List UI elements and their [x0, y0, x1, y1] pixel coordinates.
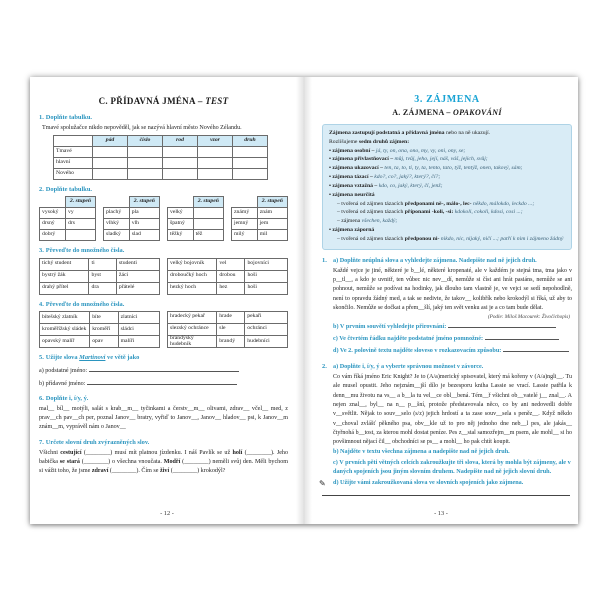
fill-in-exercise-text: mal__ bíl__ motýli, salát s krab__m__ tyčinkami a čerstv__m__ olivami, zdrav__ včel__ med, z prav__ch pav__ch per, poznal Janov__ bratry, vyřiď to Janov__, Janov__ hladov__ psi, k Janov__m znám__m, vyprávěl nám o Janov__: [39, 406, 288, 431]
cell: kroměří: [90, 323, 118, 335]
cell: těž: [193, 230, 223, 241]
cell: přátelé: [116, 282, 159, 294]
section-heading-text: Doplňte tabulku.: [45, 185, 92, 193]
table-row: [168, 311, 288, 323]
comparative-table-4: [231, 196, 288, 241]
exercise-1a-heading: a) Doplňte neúplná slova a vyhledejte zájmena. Nadepište nad ně jejich druh.: [333, 256, 537, 264]
page-right: [304, 77, 578, 524]
pronoun-examples: můj, tvůj, jeho, její, náš, váš, jejich, svůj;: [394, 156, 488, 163]
cell: slad: [129, 230, 159, 241]
cell: velký: [168, 208, 194, 219]
subtype-pre: – tvořená od zájmen tázacích: [337, 235, 405, 242]
left-title-test: TEST: [205, 96, 229, 106]
exercise-1: [322, 257, 572, 356]
comparative-tables: [39, 196, 288, 241]
exercise-2d-heading: [319, 478, 572, 488]
pronoun-subtype: [329, 217, 565, 226]
table-row: [40, 270, 160, 282]
cell: slezský ochránce: [168, 323, 217, 335]
col-header: číslo: [128, 135, 163, 146]
page-left: [30, 77, 304, 524]
table-row: [168, 335, 288, 347]
cell: drahý přítel: [40, 282, 89, 294]
pronoun-type: [329, 173, 565, 182]
answer-line-a: [39, 366, 288, 376]
col-header: druh: [233, 135, 268, 146]
section-number: 3.: [39, 247, 44, 255]
empty-cell: [233, 168, 268, 179]
cell: bítešský zlatník: [40, 311, 90, 323]
text-segment: (________) neměli svůj den. Měli bychom si vážit toho, že jsme: [39, 459, 288, 475]
cell: známý: [232, 208, 258, 219]
table-row: [232, 208, 288, 219]
exercise-number: 2.: [322, 363, 327, 371]
empty-cell: [198, 168, 233, 179]
table-row: [54, 168, 268, 179]
section-1-sentence: Tmavé spolužačce nikdo nepověděl, jak se nazývá hlavní město Nového Zélandu.: [42, 125, 242, 132]
table-header-row: [40, 197, 96, 208]
table-row: [168, 230, 224, 241]
section-number: 6.: [39, 394, 44, 402]
cell: bojovníci: [245, 258, 288, 270]
cell: hez: [217, 282, 245, 294]
cell: [193, 208, 223, 219]
pronoun-type-label: • zájmena osobní –: [329, 147, 376, 154]
table-header-row: [232, 197, 288, 208]
cell: drsný: [40, 219, 66, 230]
pencil-icon: ✎: [319, 478, 326, 488]
pronoun-type-label: • zájmena záporná: [329, 227, 375, 234]
empty-cell: [93, 157, 128, 168]
cell: opavský malíř: [40, 336, 90, 348]
chapter-title: 3. ZÁJMENA: [414, 94, 480, 105]
cell: mil: [257, 230, 287, 241]
exercise-2c-heading: c) V prvních pěti větných celcích zakroužkujte tři slova, která by mohla být zájmeny, ale v daných spojeních jsou jiným slovním druhem. Nadepište nad ně jejich slovní druh.: [333, 458, 571, 475]
exercise-2: [319, 363, 572, 488]
section-heading-text: Užijte slova: [45, 354, 80, 362]
table-row: [232, 219, 288, 230]
empty-cell: [233, 157, 268, 168]
table-row: [168, 219, 224, 230]
table-row: [40, 258, 160, 270]
pronoun-type-label: • zájmena přivlastňovací –: [329, 156, 395, 163]
pronoun-type-label: • zájmena ukazovací –: [329, 165, 385, 172]
cell: drs: [66, 219, 96, 230]
pronoun-examples: kdo?, co?, jaký?, který?, čí?;: [374, 174, 441, 181]
answer-blank: [89, 366, 239, 372]
subtype-pre: – tvořená od zájmen tázacích: [337, 200, 405, 207]
text-segment: (________). Jeho babička: [39, 449, 288, 466]
section-heading-text: Určete slovní druh zvýrazněných slov.: [45, 438, 150, 446]
source-attribution: (Podle: Miloš Macourek: Živočichopis): [487, 314, 570, 321]
comparative-table-1: [39, 196, 96, 241]
answer-blank: [87, 379, 237, 385]
info-intro: [329, 129, 565, 138]
row-label: Tmavé: [54, 146, 93, 157]
empty-cell: [163, 157, 198, 168]
section-heading-text: Doplňte tabulku.: [45, 114, 92, 121]
subtype-examples: někdo, málokdo, leckdo ...;: [471, 200, 535, 207]
empty-cell: [233, 146, 268, 157]
info-kinds: [329, 138, 565, 147]
table-row: [40, 219, 96, 230]
table-row: [40, 282, 160, 294]
highlighted-word: cestující: [60, 449, 82, 456]
cell: hrade: [217, 311, 245, 323]
cell: sle: [217, 323, 245, 335]
subtype-bold: příponami -koli, -si:: [404, 209, 454, 216]
cell: milý: [232, 230, 258, 241]
text-segment: (________) musí mít platnou jízdenku. I náš Pavlík se už: [81, 449, 233, 456]
plural-tables-1: [39, 258, 288, 295]
cell: hoši: [245, 270, 288, 282]
exercise-1-text: Každé vejce je jiné, některé je b__lé, některé kropenaté, ale v každém je stejná tma, tma jako v p__tl__, a kdo je uvnitř, ten vůbec nic nev__dí, nemůže si číst ani hrát pasiáns, nemůže se ani pohnout, nemůže se podívat na hodinky, jak dlouho tam vlastně je, ve vejci se sedí nepohodlně, není to opravdu žádný med, a tak se nedivte, že takov__ kolibřík nebo krokodýl si říká, už aby to skončilo. Nemůže se dočkat a přem__šlí, jaký ten svět venku asi je a co tam bude dělat.: [333, 267, 572, 311]
empty-cell: [163, 168, 198, 179]
highlighted-word: živí: [160, 468, 170, 475]
section-heading-text: Doplňte i, í/y, ý.: [45, 394, 89, 402]
section-number: 7.: [39, 438, 44, 446]
exercise-1d-heading: [333, 346, 572, 356]
answer-blank: [448, 322, 556, 328]
table-row: [40, 311, 160, 323]
pronoun-type: [329, 191, 565, 200]
exercise-2b-heading: b) Najděte v textu všechna zájmena a nadepište nad ně jejich druh.: [333, 447, 510, 455]
subtype-examples: všechen, každý;: [361, 218, 398, 225]
corner-cell: [232, 197, 258, 208]
highlighted-word: Modří: [163, 459, 181, 466]
cell: byst: [89, 270, 116, 282]
table-row: [54, 157, 268, 168]
cell: bíte: [90, 311, 118, 323]
table-row: [168, 208, 224, 219]
empty-cell: [128, 168, 163, 179]
cell: dobrý: [40, 230, 66, 241]
section-6-heading: [39, 395, 288, 403]
comparative-table-3: [167, 196, 224, 241]
cell: studenti: [116, 258, 159, 270]
col-header: 2. stupeň: [129, 197, 159, 208]
cell: [66, 230, 96, 241]
table-header-row: [104, 197, 160, 208]
cell: malíři: [118, 336, 159, 348]
plural-table-right: [167, 311, 288, 348]
table-row: [104, 219, 160, 230]
comparative-table-2: [103, 196, 160, 241]
plural-tables-2: [39, 311, 288, 348]
row-label: Nového: [54, 168, 93, 179]
corner-cell: [40, 197, 66, 208]
col-header: vzor: [198, 135, 233, 146]
corner-cell: [168, 197, 194, 208]
info-intro-bold: Zájmena zastupují podstatná a přídavná jména: [329, 130, 445, 136]
answer-blank: [503, 346, 569, 352]
section-2-heading: [39, 186, 288, 194]
cell: hoši: [245, 282, 288, 294]
col-header: rod: [163, 135, 198, 146]
pronoun-type-label: • zájmena vztažná –: [329, 182, 379, 189]
pronoun-type-label: • zájmena tázací –: [329, 174, 375, 181]
cell: špatný: [168, 219, 194, 230]
pronoun-type: [329, 226, 565, 235]
plural-table-right: [167, 258, 288, 295]
section-heading-text: Převeďte do množného čísla.: [45, 300, 125, 308]
highlighted-word: se stará: [59, 459, 80, 466]
section-number: 2.: [39, 185, 44, 193]
cell: žáci: [116, 270, 159, 282]
section-1-heading: [39, 114, 288, 122]
empty-cell: [93, 168, 128, 179]
cell: těžký: [168, 230, 194, 241]
section-7-heading: [39, 439, 288, 447]
cell: hudebníci: [245, 335, 288, 347]
cell: jem: [257, 219, 287, 230]
cell: kroměřížský sládek: [40, 323, 90, 335]
answer-label: b) přídavné jméno:: [39, 380, 86, 387]
table-row: [168, 258, 288, 270]
table-row: [232, 230, 288, 241]
answer-blank: [485, 334, 559, 340]
left-title-text: C. PŘÍDAVNÁ JMÉNA –: [98, 96, 206, 106]
table-row: [40, 208, 96, 219]
exercise-1b-heading: [333, 322, 572, 332]
cell: hezký hoch: [168, 282, 217, 294]
page-number-right: - 13 -: [434, 510, 448, 517]
empty-cell: [93, 146, 128, 157]
footer-divider: [322, 495, 570, 496]
heading-text: c) Ve čtvrtém řádku najděte podstatné jméno pomnožné:: [333, 335, 484, 343]
empty-cell: [128, 146, 163, 157]
table-row: [104, 208, 160, 219]
pronoun-type-label: • zájmena neurčitá: [329, 191, 375, 198]
pronoun-subtype: [329, 235, 565, 244]
section-heading-text: Převeďte do množného čísla.: [45, 247, 125, 255]
empty-cell: [163, 146, 198, 157]
pronoun-type: [329, 155, 565, 164]
section-number: 1.: [39, 114, 44, 121]
highlighted-word: zdraví: [91, 468, 109, 475]
table-row: [40, 323, 160, 335]
corner-cell: [104, 197, 130, 208]
cell: pla: [129, 208, 159, 219]
table-row: [168, 282, 288, 294]
col-header: 2. stupeň: [66, 197, 96, 208]
cell: zlatníci: [118, 311, 159, 323]
table-row: [40, 230, 96, 241]
cell: [193, 219, 223, 230]
pronoun-examples: ten, ta, to, ti, ty, ta, tento, tato, týž, tentýž, onen, takový, sám;: [384, 165, 523, 172]
heading-text: d) Užijte vámi zakroužkovaná slova ve slovních spojeních jako zájmena.: [333, 478, 524, 486]
table-header-row: [54, 135, 268, 146]
subtitle-em: OPAKOVÁNÍ: [453, 108, 502, 117]
section-3-heading: [39, 247, 288, 255]
underlined-word: Martinovi: [79, 354, 106, 362]
cell: ti: [89, 258, 116, 270]
cell: bystrý žák: [40, 270, 89, 282]
book-spread: [30, 77, 578, 524]
answer-line-b: [39, 379, 288, 389]
heading-text: b) V prvním souvětí vyhledejte přirovnání:: [333, 323, 447, 331]
empty-cell: [198, 157, 233, 168]
section-5-heading: [39, 354, 288, 362]
section-number: 5.: [39, 354, 44, 362]
subtype-examples: nikdo, nic, nijaký, ničí ...; patří k nim i zájmeno žádný: [439, 235, 564, 242]
subtype-bold: předponami ně-, málo-, lec-: [404, 200, 472, 207]
subtype-bold: předponou ni-: [404, 235, 440, 242]
row-label: hlavní: [54, 157, 93, 168]
col-header: 2. stupeň: [193, 197, 223, 208]
pronoun-type: [329, 147, 565, 156]
cell: vlhký: [104, 219, 130, 230]
section-heading-text: ve větě jako: [105, 354, 140, 362]
cell: vysoký: [40, 208, 66, 219]
pronoun-type: [329, 164, 565, 173]
cell: sládci: [118, 323, 159, 335]
cell: vlh: [129, 219, 159, 230]
col-header: 2. stupeň: [257, 197, 287, 208]
answer-label: a) podstatné jméno:: [39, 367, 88, 374]
col-header: pád: [93, 135, 128, 146]
cell: brandýský hudebník: [168, 335, 217, 347]
plural-table-left: [39, 311, 160, 348]
text-segment: (________) krokodýl?: [169, 468, 226, 475]
cell: tichý student: [40, 258, 89, 270]
cell: jemný: [232, 219, 258, 230]
plural-table-left: [39, 258, 160, 295]
table-row: [104, 230, 160, 241]
exercise-number: 1.: [322, 256, 327, 264]
adjective-analysis-table: [53, 135, 268, 180]
cell: ochránci: [245, 323, 288, 335]
cell: vel: [217, 258, 245, 270]
cell: plachý: [104, 208, 130, 219]
info-intro-rest: nebo na ně ukazují.: [444, 130, 491, 136]
page-number-left: - 12 -: [160, 510, 174, 517]
text-segment: (________). Čím se: [108, 468, 161, 475]
exercise-2a-heading: a) Doplňte i, í/y, ý a vyberte správnou možnost v závorce.: [333, 363, 484, 371]
cell: dra: [89, 282, 116, 294]
cell: vy: [66, 208, 96, 219]
table-row: [168, 270, 288, 282]
table-row: [54, 146, 268, 157]
table-row: [40, 336, 160, 348]
pronoun-examples: kdo, co, jaký, který, čí, jenž;: [378, 182, 443, 189]
exercise-1c-heading: [333, 334, 572, 344]
empty-cell: [128, 157, 163, 168]
subtype-pre: – tvořená od zájmen tázacích: [337, 209, 405, 216]
cell: sladký: [104, 230, 130, 241]
cell: velký bojovník: [168, 258, 217, 270]
corner-cell: [54, 135, 93, 146]
cell: pekaři: [245, 311, 288, 323]
section-number: 4.: [39, 300, 44, 308]
cell: hradecký pekař: [168, 311, 217, 323]
subtype-pre: – zájmena: [337, 218, 362, 225]
left-page-title: [39, 96, 288, 106]
pronoun-subtype: [329, 200, 565, 209]
text-segment: Všichni: [39, 449, 61, 456]
pronoun-subtype: [329, 208, 565, 217]
cell: znám: [257, 208, 287, 219]
word-class-exercise-text: [39, 449, 288, 476]
cell: droboučký hoch: [168, 270, 217, 282]
text-segment: (________) o všechna vnoučata.: [79, 459, 164, 466]
pronoun-examples: já, ty, on, ona, ono, my, vy, oni, ony, se;: [375, 147, 466, 154]
info-kinds-pre: Rozlišujeme: [329, 138, 359, 145]
exercise-2-text: Co vám říká jméno Eric Knight? Je to (A/a)merický spisovatel, který má kořeny v (A/a)ngli__. Tu ale musel opustit. Jeho nejznám__jší dílo je bezesporu kniha Lassie se vrací. Lassie patřila k denn__mu životu na vs__ a b__la tu vel__ce obl__bená. Tém__ř všichni ob__vatelé j__ znal__. A nejen znal__, byl__ na n__ p__šní, protože představovala něco, co by ani nedovedli dobře v__světlit. Nějak to souv__selo (s/z) jejich hrdostí a ta zase souv__sela s peněz__. Když někdo v__choval zvlášť pěkného psa, obv__kle už to pro něj jednoho dne neb__l pes, ale jakás__ čtyřnohá b__tost, za kterou mohl dostat peníze. Pes z__stal samozřejm__m psem, ale mohl__ si ho povšimnout nějací čil__ obchodníci se ps__ a mohl__ ho pak chtít koupit.: [333, 374, 572, 446]
table-row: [168, 323, 288, 335]
info-kinds-bold: sedm druhů zájmen:: [358, 138, 410, 145]
subtype-examples: kdokoli, cokoli, kdosi, cosi ...;: [453, 209, 523, 216]
cell: opav: [90, 336, 118, 348]
highlighted-word: holí: [232, 449, 243, 456]
heading-text: d) Ve 2. polovině textu najděte sloveso v rozkazovacím způsobu:: [333, 347, 502, 355]
grammar-info-box: [322, 124, 572, 250]
subtitle-text: A. ZÁJMENA –: [392, 108, 453, 117]
pronoun-type: [329, 182, 565, 191]
chapter-subtitle: [322, 108, 572, 117]
empty-cell: [198, 146, 233, 157]
section-4-heading: [39, 301, 288, 309]
cell: brandý: [217, 335, 245, 347]
cell: drobou: [217, 270, 245, 282]
table-header-row: [168, 197, 224, 208]
